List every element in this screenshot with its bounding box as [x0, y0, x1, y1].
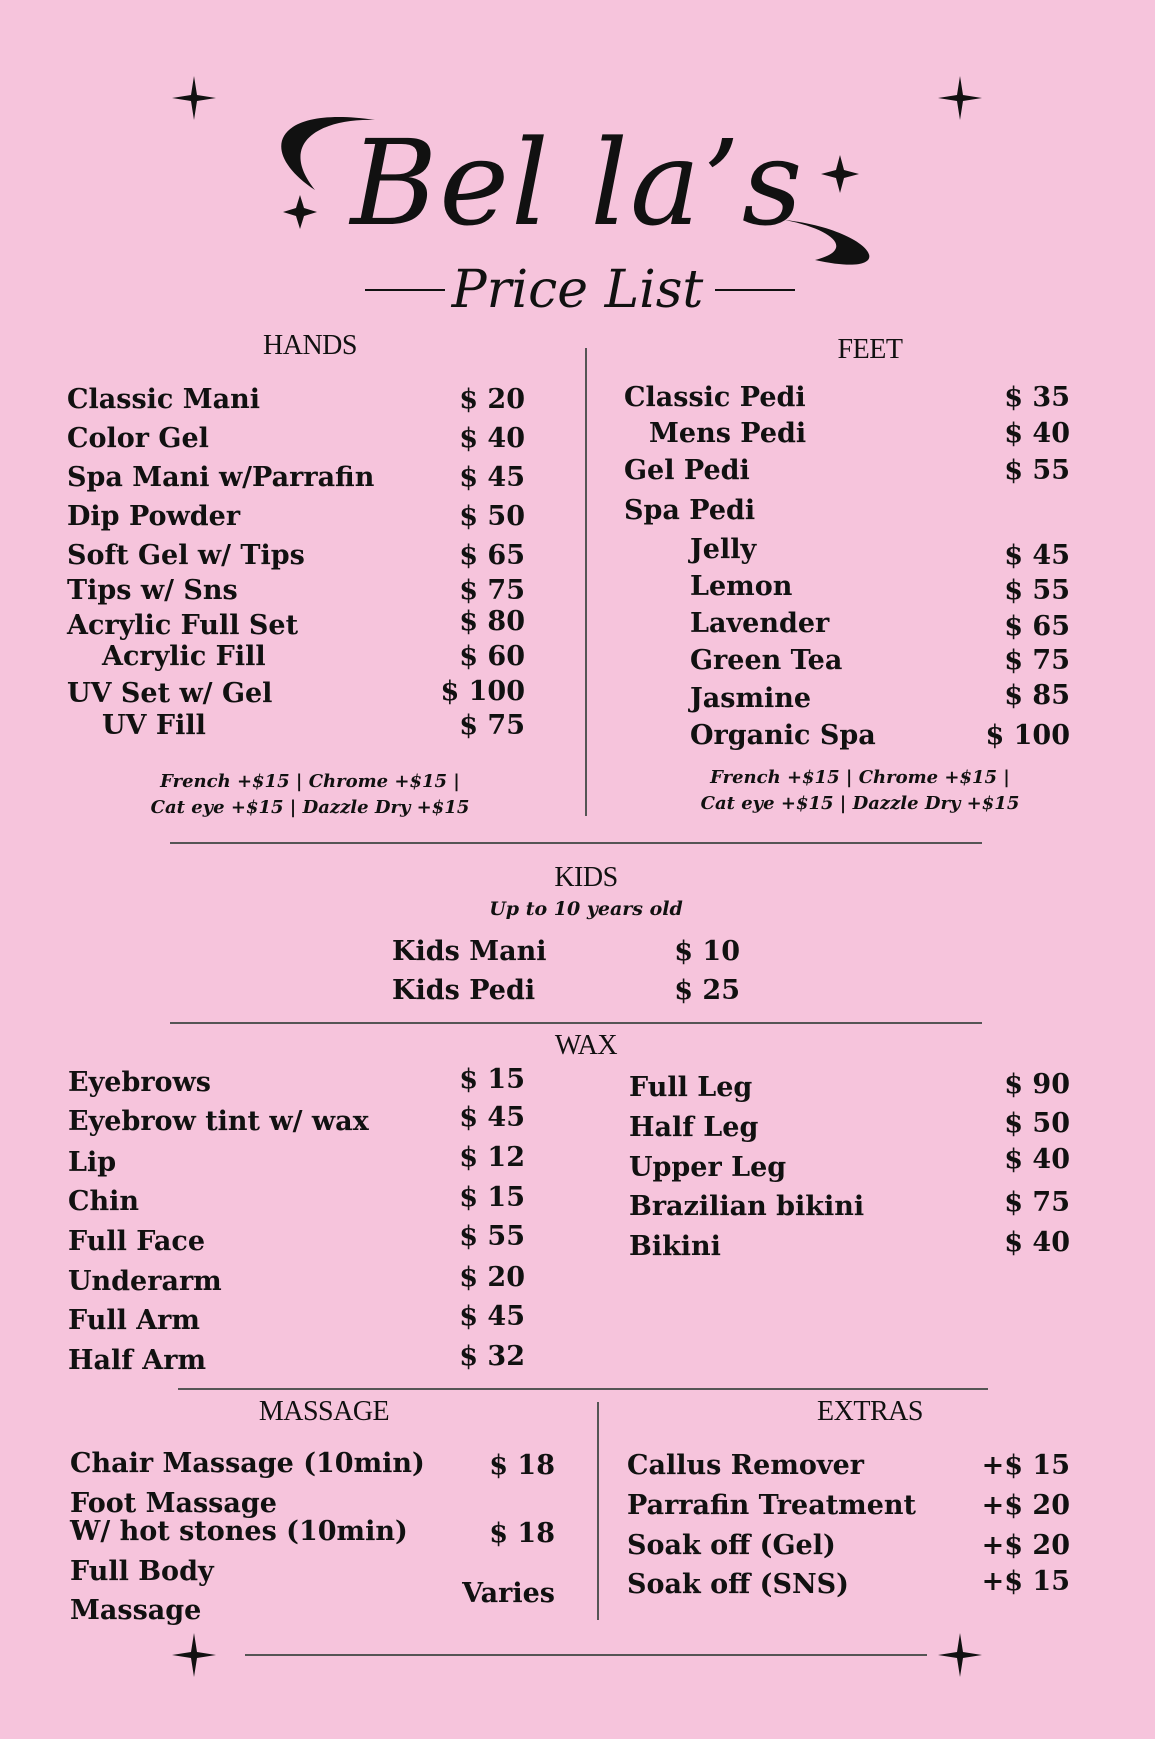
feet-addon-note: Cat eye +$15 | Dazzle Dry +$15	[700, 793, 1020, 814]
item-price: +$ 15	[981, 1566, 1070, 1597]
list-item: UV Fill	[102, 710, 206, 741]
list-item: Jelly	[690, 534, 757, 565]
item-price: $ 45	[459, 462, 525, 493]
list-item: Gel Pedi	[624, 455, 750, 486]
item-price: $ 75	[1004, 645, 1070, 676]
item-price: $ 10	[674, 936, 740, 967]
list-item: Full Arm	[68, 1305, 200, 1336]
list-item: Soft Gel w/ Tips	[67, 540, 305, 571]
list-item: Lip	[68, 1147, 117, 1178]
item-price: $ 100	[440, 676, 525, 707]
list-item: Spa Mani w/Parrafin	[67, 462, 375, 493]
item-price: $ 65	[459, 540, 525, 571]
brand-subtitle: Price List	[451, 260, 704, 320]
list-item: Foot Massage	[70, 1488, 277, 1519]
kids-heading: KIDS	[554, 862, 618, 893]
sparkle-icon	[938, 1633, 982, 1677]
list-item: Callus Remover	[627, 1450, 865, 1481]
hands-heading: HANDS	[263, 330, 357, 361]
list-item: Bikini	[629, 1231, 721, 1262]
section-divider	[170, 842, 982, 844]
list-item: Classic Pedi	[624, 382, 806, 413]
item-price: $ 25	[674, 975, 740, 1006]
item-price: $ 40	[1004, 1227, 1070, 1258]
list-item: Green Tea	[690, 645, 843, 676]
list-item: Massage	[70, 1595, 202, 1626]
item-price: $ 35	[1004, 382, 1070, 413]
item-price: $ 75	[459, 575, 525, 606]
item-price: $ 55	[459, 1221, 525, 1252]
list-item: Chair Massage (10min)	[70, 1448, 425, 1479]
item-price: $ 15	[459, 1182, 525, 1213]
list-item: Spa Pedi	[624, 495, 756, 526]
item-price: $ 60	[459, 641, 525, 672]
brand-header	[0, 108, 1155, 320]
item-price: $ 55	[1004, 455, 1070, 486]
item-price: $ 45	[1004, 540, 1070, 571]
list-item: Tips w/ Sns	[67, 575, 238, 606]
hands-addon-note: French +$15 | Chrome +$15 |	[160, 771, 460, 792]
item-price: $ 40	[459, 423, 525, 454]
item-price: $ 45	[459, 1301, 525, 1332]
list-item: Acrylic Fill	[102, 641, 266, 672]
item-price: $ 40	[1004, 1144, 1070, 1175]
list-item: Eyebrows	[68, 1067, 212, 1098]
item-price: $ 12	[459, 1142, 525, 1173]
item-price: $ 80	[459, 606, 525, 637]
item-price: $ 45	[459, 1102, 525, 1133]
item-price: $ 18	[489, 1518, 555, 1549]
feet-heading: FEET	[837, 334, 903, 365]
item-price: $ 15	[459, 1064, 525, 1095]
extras-heading: EXTRAS	[817, 1396, 923, 1427]
column-divider	[585, 348, 587, 816]
section-divider	[170, 1022, 982, 1024]
list-item: Parrafin Treatment	[627, 1490, 917, 1521]
item-price: $ 75	[459, 710, 525, 741]
list-item: Eyebrow tint w/ wax	[68, 1106, 369, 1137]
item-price: $ 40	[1004, 418, 1070, 449]
kids-age-note: Up to 10 years old	[489, 898, 683, 920]
column-divider	[597, 1402, 599, 1620]
item-price: +$ 15	[981, 1450, 1070, 1481]
brand-name: Bel la’s	[350, 114, 805, 252]
list-item: Underarm	[68, 1266, 222, 1297]
feet-addon-note: French +$15 | Chrome +$15 |	[710, 767, 1010, 788]
list-item: Jasmine	[690, 683, 812, 714]
item-price: $ 20	[459, 1262, 525, 1293]
list-item: Acrylic Full Set	[67, 610, 299, 641]
massage-heading: MASSAGE	[258, 1396, 390, 1427]
section-divider	[178, 1388, 988, 1390]
item-price: $ 75	[1004, 1187, 1070, 1218]
item-price: $ 20	[459, 384, 525, 415]
list-item: Mens Pedi	[649, 418, 807, 449]
list-item: Half Leg	[629, 1112, 759, 1143]
list-item: Full Body	[70, 1556, 214, 1587]
list-item: Soak off (Gel)	[627, 1530, 836, 1561]
item-price: $ 32	[459, 1341, 525, 1372]
item-price: +$ 20	[981, 1490, 1070, 1521]
list-item: Lemon	[690, 571, 793, 602]
list-item: Organic Spa	[690, 720, 876, 751]
list-item: Classic Mani	[67, 384, 261, 415]
item-price: Varies	[462, 1578, 555, 1609]
item-price: $ 50	[1004, 1108, 1070, 1139]
item-price: $ 100	[985, 720, 1070, 751]
list-item: Lavender	[690, 608, 830, 639]
hands-addon-note: Cat eye +$15 | Dazzle Dry +$15	[150, 797, 470, 818]
list-item: W/ hot stones (10min)	[70, 1516, 408, 1547]
list-item: Full Face	[68, 1226, 206, 1257]
list-item: Full Leg	[629, 1072, 753, 1103]
item-price: $ 85	[1004, 680, 1070, 711]
list-item: Brazilian bikini	[629, 1191, 865, 1222]
item-price: $ 18	[489, 1450, 555, 1481]
list-item: Half Arm	[68, 1345, 207, 1376]
list-item: UV Set w/ Gel	[67, 678, 273, 709]
list-item: Soak off (SNS)	[627, 1569, 849, 1600]
sparkle-icon	[172, 1633, 216, 1677]
item-price: +$ 20	[981, 1530, 1070, 1561]
list-item: Color Gel	[67, 423, 209, 454]
list-item: Kids Pedi	[392, 975, 536, 1006]
item-price: $ 50	[459, 501, 525, 532]
wax-heading: WAX	[554, 1030, 618, 1061]
item-price: $ 90	[1004, 1069, 1070, 1100]
list-item: Chin	[68, 1186, 140, 1217]
item-price: $ 65	[1004, 611, 1070, 642]
list-item: Upper Leg	[629, 1152, 787, 1183]
item-price: $ 55	[1004, 575, 1070, 606]
list-item: Kids Mani	[392, 936, 547, 967]
footer-rule	[245, 1654, 927, 1656]
list-item: Dip Powder	[67, 501, 241, 532]
